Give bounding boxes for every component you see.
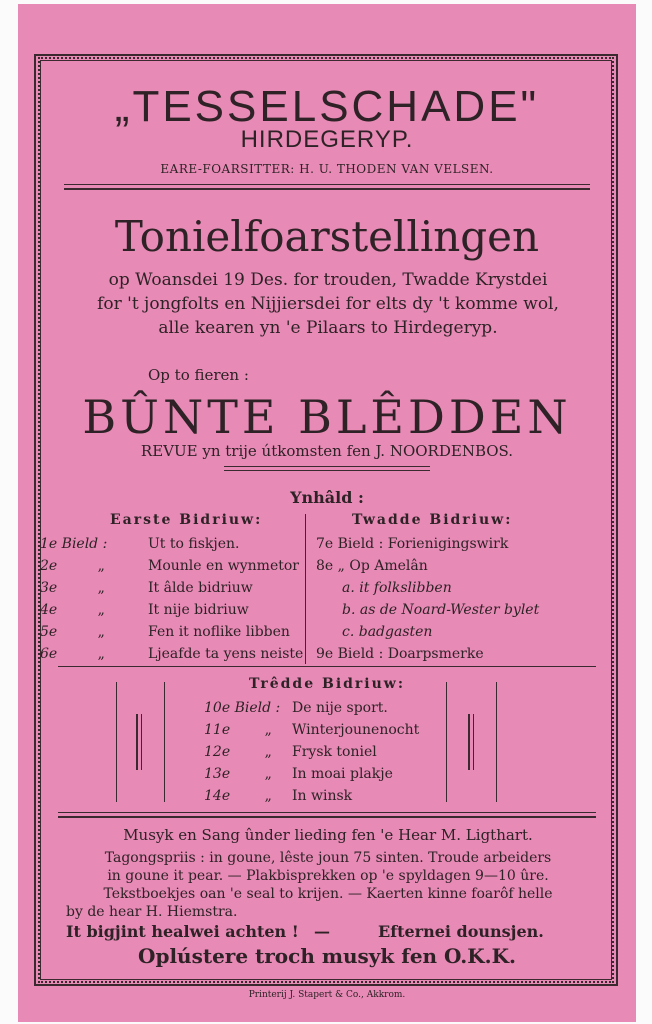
scene-number: 6e — [40, 646, 58, 662]
scene-number: 14e — [204, 788, 231, 804]
intro-line-2: for 't jongfolts en Nijjiersdei for elts dy 't komme wol, — [97, 294, 559, 314]
scene-number: 4e — [40, 602, 58, 618]
music-line: Musyk en Sang ûnder lieding fen 'e Hear M. Ligthart. — [123, 826, 533, 844]
ornament-bar — [136, 714, 138, 770]
act2-line: 9e Bield : Doarpsmerke — [316, 646, 484, 662]
act1-title: Earste Bidriuw: — [110, 512, 263, 528]
ornament-bar — [116, 682, 117, 802]
printer-credit: Printerij J. Stapert & Co., Akkrom. — [248, 990, 406, 1000]
scene-number: 12e — [204, 744, 231, 760]
revue-title: BÛNTE BLÊDDEN — [82, 390, 572, 444]
scene-word: „ — [97, 558, 105, 574]
act3-title: Trêdde Bidriuw: — [248, 676, 406, 692]
ornament-bar — [164, 682, 165, 802]
scene-number: 2e — [40, 558, 58, 574]
intro-line-1: op Woansdei 19 Des. for trouden, Twadde Krystdei — [108, 270, 548, 290]
start-time: It bigjint healwei achten ! — [66, 922, 299, 941]
society-title: „TESSELSCHADE" — [114, 82, 540, 131]
scene-number: 11e — [204, 722, 231, 738]
music-by: Oplústere troch musyk fen O.K.K. — [138, 944, 516, 968]
scene-name: It âlde bidriuw — [148, 580, 253, 596]
act2-line: b. as de Noard-Wester bylet — [342, 602, 540, 618]
act2-line: c. badgasten — [342, 624, 433, 640]
scene-name: Frysk toniel — [292, 744, 377, 760]
price-line-4: by de hear H. Hiemstra. — [66, 904, 238, 920]
scene-number: 1e — [40, 536, 58, 552]
scene-name: Winterjounenocht — [292, 722, 420, 738]
ornament-bar — [496, 682, 497, 802]
scene-name: In winsk — [292, 788, 353, 804]
divider — [64, 188, 590, 190]
scene-word: „ — [97, 646, 105, 662]
scene-word: „ — [264, 744, 272, 760]
scene-name: Mounle en wynmetor — [148, 558, 299, 574]
short-divider — [224, 466, 430, 467]
divider — [58, 816, 596, 818]
price-line-3: Tekstboekjes oan 'e seal to krijen. — Kaerten kinne foarôf helle — [103, 886, 553, 902]
scene-name: It nije bidriuw — [148, 602, 249, 618]
headline: Tonielfoarstellingen — [114, 212, 540, 261]
ornament-bar — [473, 714, 474, 770]
op-to-fieren: Op to fieren : — [148, 366, 249, 384]
divider — [58, 812, 596, 813]
intro-line-3: alle kearen yn 'e Pilaars to Hirdegeryp. — [158, 318, 498, 338]
place-name: HIRDEGERYP. — [240, 126, 414, 153]
scene-word: „ — [264, 788, 272, 804]
act2-line: 8e „ Op Amelân — [316, 558, 428, 574]
scene-word: „ — [97, 602, 105, 618]
scene-number: 10e — [204, 700, 231, 716]
scene-number: 5e — [40, 624, 58, 640]
act2-line: 7e Bield : Forienigingswirk — [316, 536, 509, 552]
divider — [58, 666, 596, 667]
scene-word: Bield : — [234, 700, 281, 716]
price-line-1: Tagongspriis : in goune, lêste joun 75 sinten. Troude arbeiders — [104, 850, 552, 866]
honorary-chair: EARE-FOARSITTER: H. U. THODEN VAN VELSEN. — [160, 162, 494, 176]
scene-name: Fen it noflike libben — [148, 624, 290, 640]
revue-subtitle: REVUE yn trije útkomsten fen J. NOORDENBOS. — [140, 442, 514, 460]
ornament-bar — [141, 714, 142, 770]
ornament-bar — [468, 714, 470, 770]
dash: — — [314, 922, 330, 941]
act2-line: a. it folkslibben — [342, 580, 452, 596]
scene-name: In moai plakje — [292, 766, 393, 782]
scene-word: „ — [264, 766, 272, 782]
poster-sheet — [18, 4, 636, 1022]
scene-word: Bield : — [61, 536, 108, 552]
short-divider — [224, 470, 430, 471]
scene-word: „ — [97, 624, 105, 640]
scene-word: „ — [97, 580, 105, 596]
scene-name: Ljeafde ta yens neiste — [148, 646, 304, 662]
act2-title: Twadde Bidriuw: — [352, 512, 513, 528]
contents-heading: Ynhâld : — [290, 488, 364, 507]
scene-name: De nije sport. — [292, 700, 388, 716]
scene-name: Ut to fiskjen. — [148, 536, 240, 552]
scene-number: 3e — [40, 580, 58, 596]
dance-after: Efternei dounsjen. — [378, 922, 544, 941]
price-line-2: in goune it pear. — Plakbisprekken op 'e spyldagen 9—10 ûre. — [107, 868, 549, 884]
scene-word: „ — [264, 722, 272, 738]
ornament-bar — [446, 682, 447, 802]
column-divider — [305, 514, 306, 664]
scene-number: 13e — [204, 766, 231, 782]
divider — [64, 184, 590, 185]
